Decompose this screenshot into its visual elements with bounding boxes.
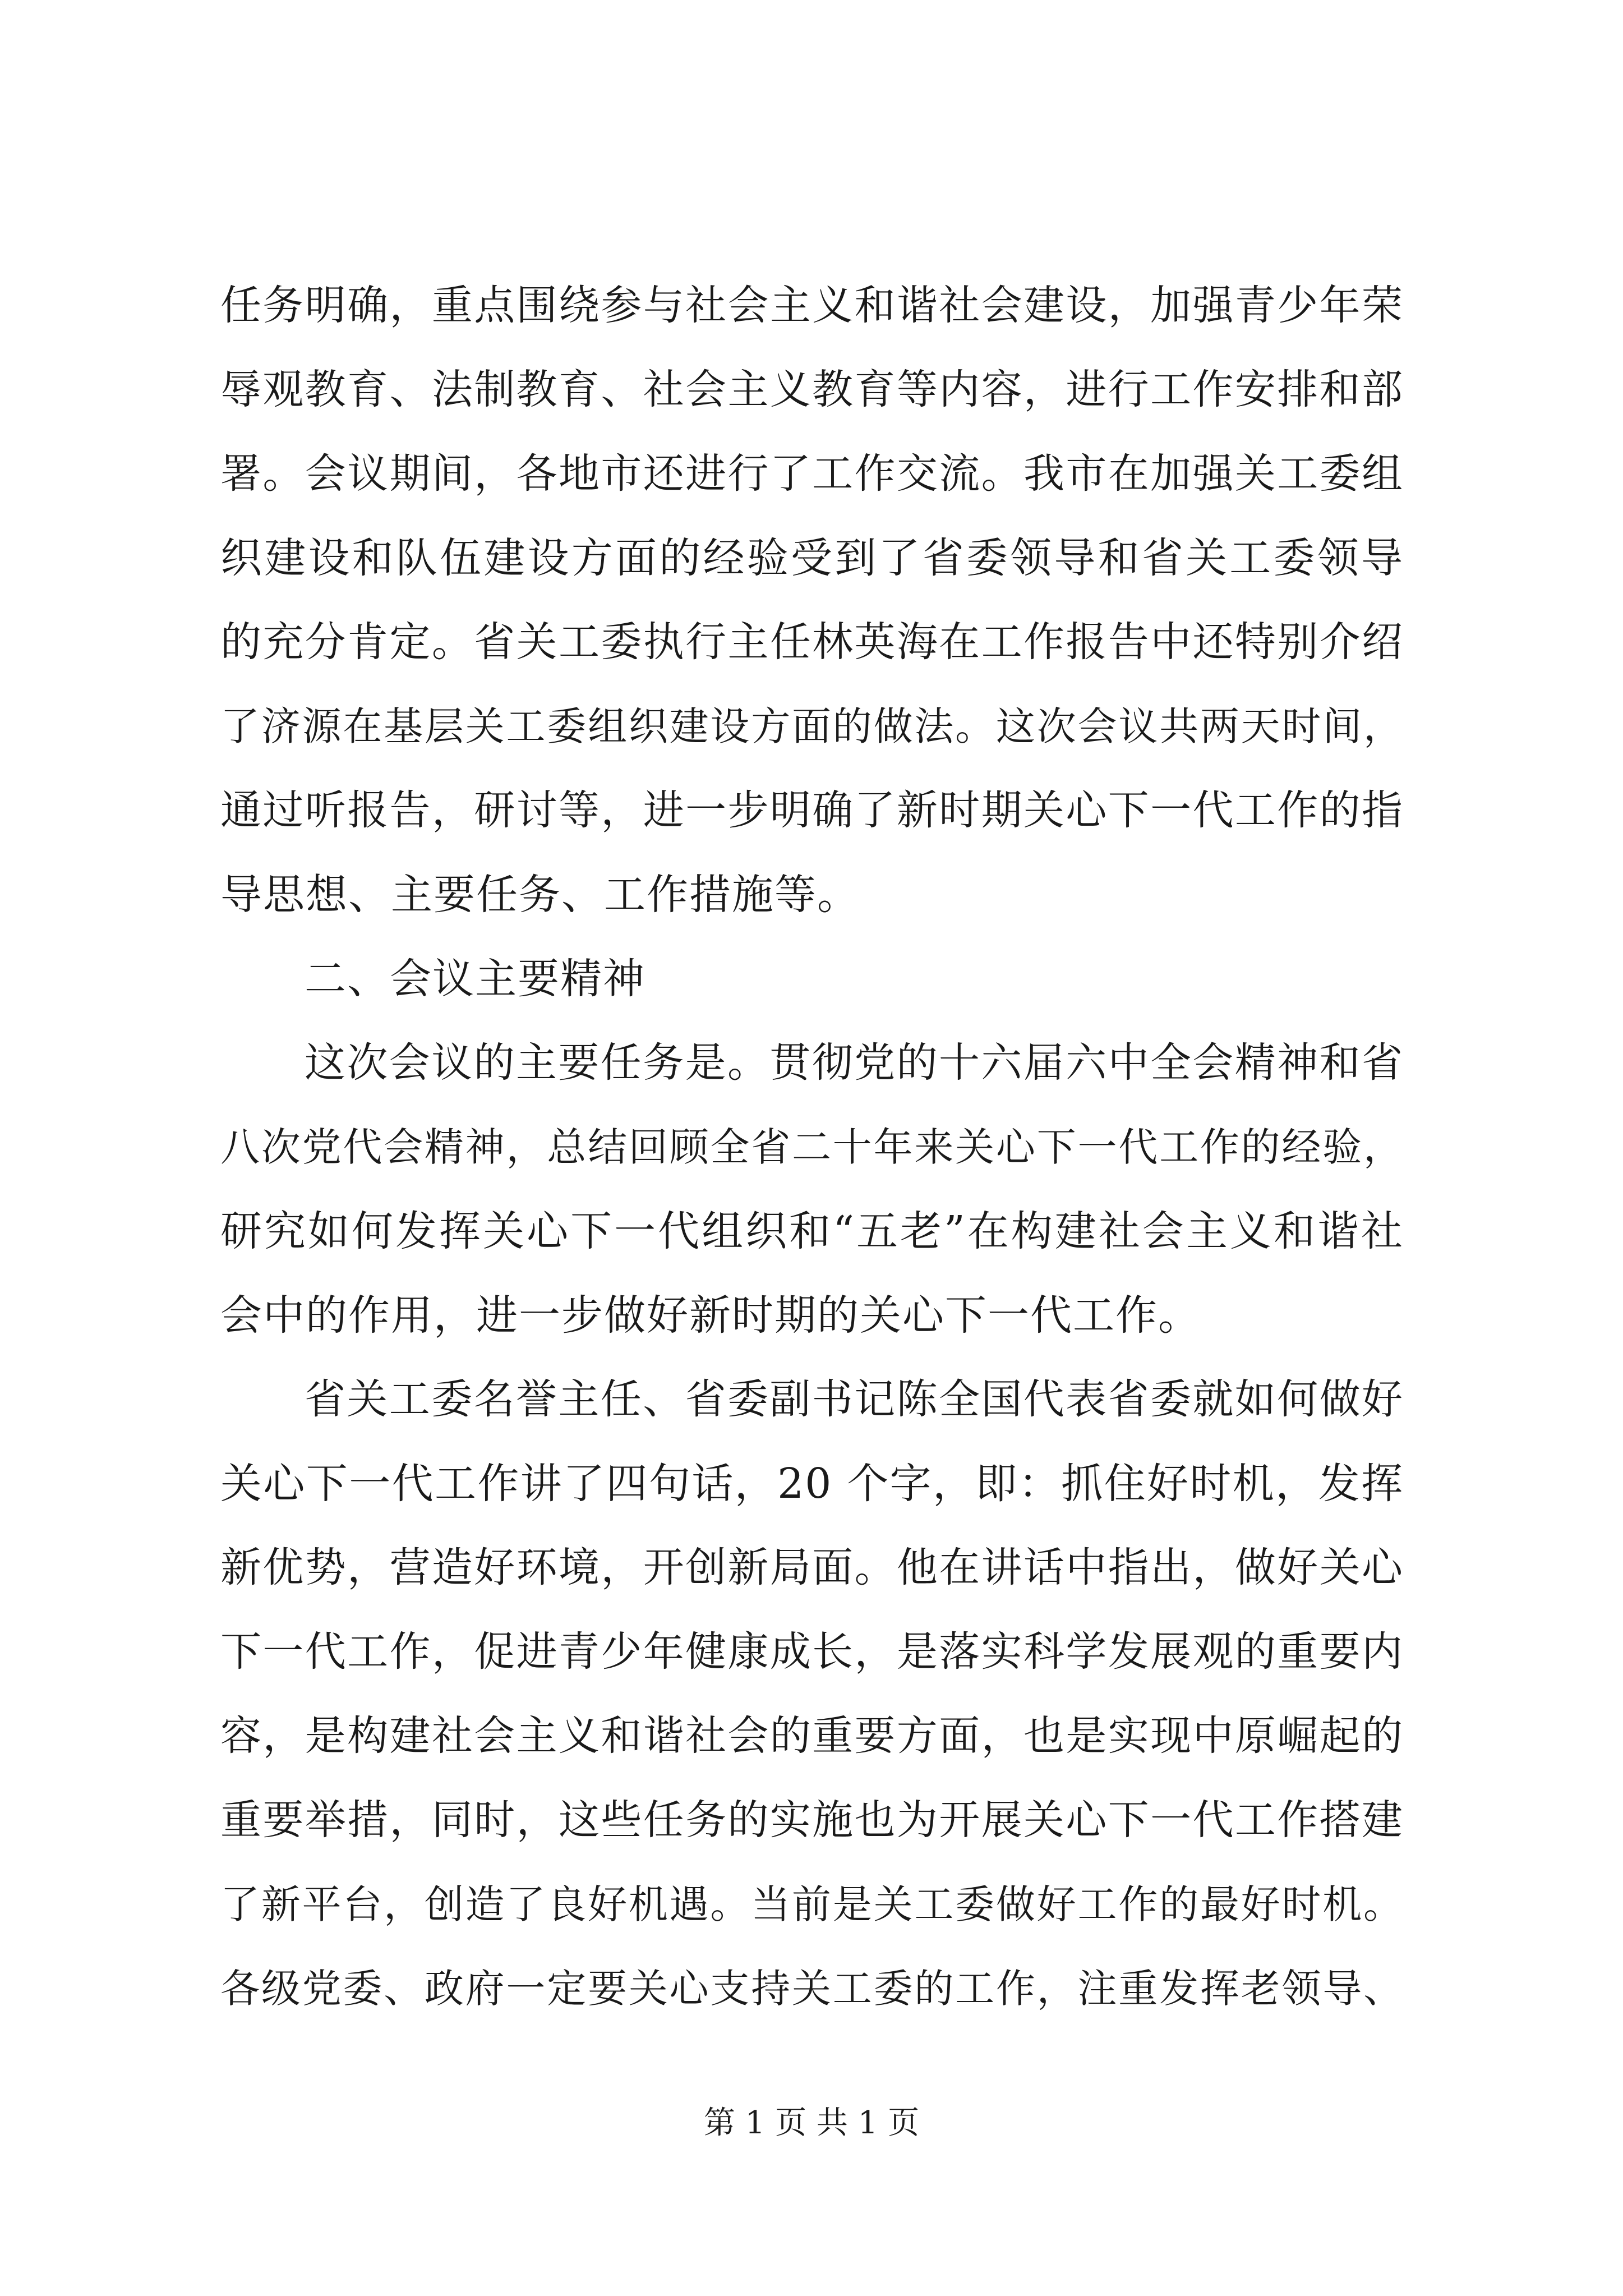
text-line: 了济源在基层关工委组织建设方面的做法。这次会议共两天时间， — [220, 703, 1404, 749]
document-body — [220, 264, 1404, 2031]
text-line: 这次会议的主要任务是。贯彻党的十六届六中全会精神和省 — [305, 1039, 1404, 1087]
text-line: 各级党委、政府一定要关心支持关工委的工作，注重发挥老领导、 — [220, 1966, 1404, 2012]
text-line: 研究如何发挥关心下一代组织和“五老”在构建社会主义和谐社 — [220, 1207, 1404, 1255]
text-line: 八次党代会精神，总结回顾全省二十年来关心下一代工作的经验， — [220, 1124, 1404, 1170]
text-line: 新优势，营造好环境，开创新局面。他在讲话中指出，做好关心 — [220, 1544, 1404, 1591]
text-line: 省关工委名誉主任、省委副书记陈全国代表省委就如何做好 — [305, 1375, 1404, 1423]
text-line: 二、会议主要精神 — [305, 955, 645, 1003]
text-line: 会中的作用，进一步做好新时期的关心下一代工作。 — [220, 1291, 1201, 1340]
text-line: 了新平台，创造了良好机遇。当前是关工委做好工作的最好时机。 — [220, 1881, 1404, 1927]
text-line: 容，是构建社会主义和谐社会的重要方面，也是实现中原崛起的 — [220, 1712, 1404, 1760]
text-line: 重要举措，同时，这些任务的实施也为开展关心下一代工作搭建 — [220, 1796, 1404, 1844]
text-line: 署。会议期间，各地市还进行了工作交流。我市在加强关工委组 — [220, 450, 1404, 498]
text-line: 辱观教育、法制教育、社会主义教育等内容，进行工作安排和部 — [220, 366, 1404, 413]
text-line: 关心下一代工作讲了四句话，20 个字，即：抓住好时机，发挥 — [220, 1460, 1404, 1508]
text-line: 通过听报告，研讨等，进一步明确了新时期关心下一代工作的指 — [220, 786, 1404, 834]
text-line: 的充分肯定。省关工委执行主任林英海在工作报告中还特别介绍 — [220, 618, 1404, 666]
page-footer: 第 1 页 共 1 页 — [703, 2105, 920, 2141]
text-line: 织建设和队伍建设方面的经验受到了省委领导和省关工委领导 — [220, 534, 1404, 582]
text-line: 导思想、主要任务、工作措施等。 — [220, 871, 860, 919]
text-line: 任务明确，重点围绕参与社会主义和谐社会建设，加强青少年荣 — [220, 282, 1404, 329]
text-line: 下一代工作，促进青少年健康成长，是落实科学发展观的重要内 — [220, 1628, 1404, 1676]
